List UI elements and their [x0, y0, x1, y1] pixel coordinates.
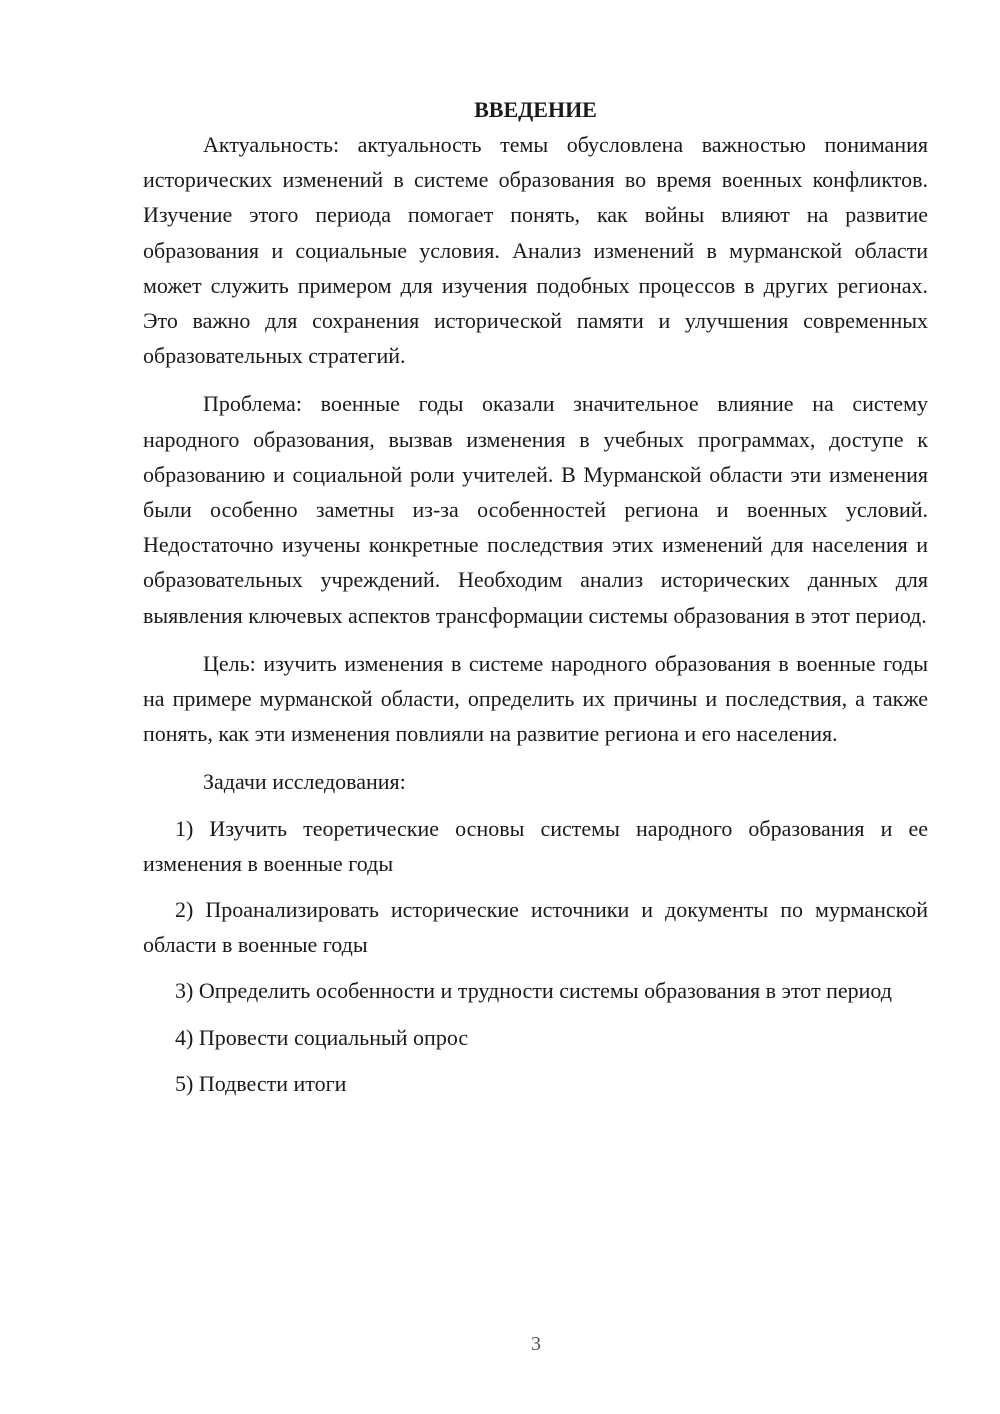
task-item: 2) Проанализировать исторические источники и документы по мурманской области в военные годы	[143, 897, 928, 958]
paragraph-goal: Цель: изучить изменения в системе народного образования в военные годы на примере мурманской области, определить их причины и последствия, а также понять, как эти изменения повлияли на развитие региона и его населения.	[143, 650, 928, 747]
paragraph-relevance: Актуальность: актуальность темы обусловлена важностью понимания исторических изменений в системе образования во время военных конфликтов. Изучение этого периода помогает понять, как войны влияют на развитие образования и социальные условия. Анализ изменений в мурманской области может служить примером для изучения подобных процессов в других регионах. Это важно для сохранения исторической памяти и улучшения современных образовательных стратегий.	[143, 132, 928, 369]
task-item: 5) Подвести итоги	[175, 1070, 347, 1096]
page-title: ВВЕДЕНИЕ	[474, 97, 597, 122]
tasks-heading: Задачи исследования:	[203, 769, 406, 795]
task-item: 3) Определить особенности и трудности системы образования в этот период	[175, 978, 892, 1004]
task-item: 4) Провести социальный опрос	[175, 1024, 469, 1050]
document-page	[143, 92, 928, 1112]
task-item: 1) Изучить теоретические основы системы народного образования и ее изменения в военные годы	[143, 815, 928, 876]
paragraph-problem: Проблема: военные годы оказали значительное влияние на систему народного образования, вызвав изменения в учебных программах, доступе к образованию и социальной роли учителей. В Мурманской области эти изменения были особенно заметны из-за особенностей региона и военных условий. Недостаточно изучены конкретные последствия этих изменений для населения и образовательных учреждений. Необходим анализ исторических данных для выявления ключевых аспектов трансформации системы образования в этот период.	[143, 391, 928, 628]
page-number: 3	[531, 1333, 541, 1355]
